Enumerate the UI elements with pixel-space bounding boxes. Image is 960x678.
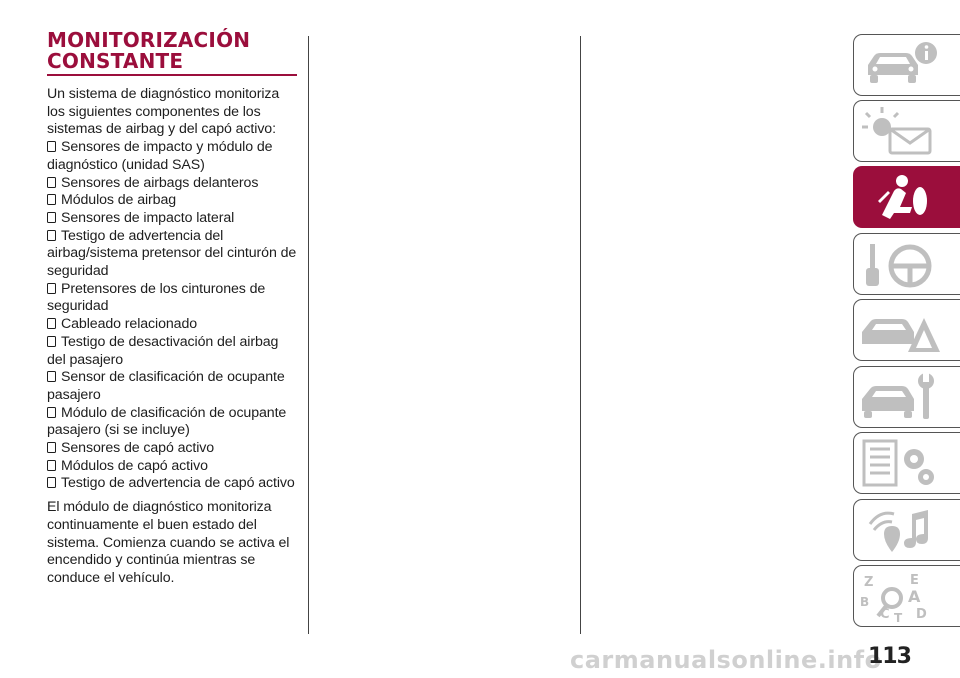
component-list bbox=[47, 139, 299, 493]
tab-safety[interactable] bbox=[853, 166, 960, 228]
specifications-gears-icon bbox=[860, 437, 940, 489]
checkbox-bullet-icon bbox=[47, 336, 56, 347]
checkbox-bullet-icon bbox=[47, 177, 56, 188]
tab-starting-driving[interactable] bbox=[853, 233, 960, 295]
checkbox-bullet-icon bbox=[47, 141, 56, 152]
tab-index[interactable] bbox=[853, 565, 960, 627]
svg-text:E: E bbox=[910, 573, 919, 588]
section-title-line-1: MONITORIZACIÓN bbox=[47, 28, 251, 52]
section-title-line-2: CONSTANTE bbox=[47, 49, 184, 73]
key-steering-wheel-icon bbox=[860, 238, 940, 290]
list-item: Sensores de airbags delanteros bbox=[47, 175, 299, 193]
svg-text:Z: Z bbox=[864, 575, 874, 590]
checkbox-bullet-icon bbox=[47, 212, 56, 223]
lights-message-icon bbox=[860, 105, 940, 157]
list-item: Sensores de capó activo bbox=[47, 440, 299, 458]
checkbox-bullet-icon bbox=[47, 318, 56, 329]
svg-text:D: D bbox=[916, 607, 927, 622]
list-item: Testigo de desactivación del airbag del pasajero bbox=[47, 333, 279, 368]
column-divider-right bbox=[580, 36, 581, 634]
tab-technical-data[interactable] bbox=[853, 432, 960, 494]
checkbox-bullet-icon bbox=[47, 407, 56, 418]
svg-text:T: T bbox=[894, 611, 903, 622]
multimedia-icon bbox=[860, 504, 940, 556]
checkbox-bullet-icon bbox=[47, 194, 56, 205]
list-item: Módulos de capó activo bbox=[47, 458, 299, 476]
section-title bbox=[47, 30, 299, 72]
list-item: Sensores de impacto lateral bbox=[47, 210, 299, 228]
checkbox-bullet-icon bbox=[47, 460, 56, 471]
car-info-icon bbox=[860, 39, 940, 91]
intro-paragraph: Un sistema de diagnóstico monitoriza los siguientes componentes de los sistemas de airbag y del capó activo: bbox=[47, 86, 280, 138]
tab-maintenance[interactable] bbox=[853, 366, 960, 428]
page-number: 113 bbox=[868, 644, 911, 669]
checkbox-bullet-icon bbox=[47, 442, 56, 453]
list-item: Sensor de clasificación de ocupante pasajero bbox=[47, 369, 285, 403]
closing-paragraph: El módulo de diagnóstico monitoriza continuamente el buen estado del sistema. Comienza cuando se activa el encendido y continúa mientras se conduce el vehículo. bbox=[47, 499, 290, 586]
tab-multimedia[interactable] bbox=[853, 499, 960, 561]
column-divider-left bbox=[308, 36, 309, 634]
svg-text:A: A bbox=[908, 587, 921, 606]
watermark: carmanualsonline.info bbox=[570, 646, 882, 674]
airbag-safety-icon bbox=[860, 171, 940, 223]
list-item: Testigo de advertencia de capó activo bbox=[47, 475, 299, 493]
checkbox-bullet-icon bbox=[47, 371, 56, 382]
alphabetical-index-icon bbox=[860, 570, 940, 622]
list-item: Cableado relacionado bbox=[47, 316, 299, 334]
checkbox-bullet-icon bbox=[47, 477, 56, 488]
list-item: Pretensores de los cinturones de seguridad bbox=[47, 280, 266, 315]
car-wrench-icon bbox=[860, 371, 940, 423]
main-column bbox=[47, 30, 299, 588]
svg-text:B: B bbox=[860, 595, 870, 609]
list-item: Módulos de airbag bbox=[47, 192, 299, 210]
svg-text:C: C bbox=[880, 607, 890, 622]
list-item: Testigo de advertencia del airbag/sistema pretensor del cinturón de seguridad bbox=[47, 227, 297, 280]
checkbox-bullet-icon bbox=[47, 283, 56, 294]
list-item: Sensores de impacto y módulo de diagnóstico (unidad SAS) bbox=[47, 139, 273, 173]
title-underline bbox=[47, 74, 297, 76]
tab-emergency[interactable] bbox=[853, 299, 960, 361]
tab-car-info[interactable] bbox=[853, 34, 960, 96]
tab-lights-messages[interactable] bbox=[853, 100, 960, 162]
checkbox-bullet-icon bbox=[47, 230, 56, 241]
car-warning-triangle-icon bbox=[860, 304, 940, 356]
list-item: Módulo de clasificación de ocupante pasajero (si se incluye) bbox=[47, 404, 287, 439]
